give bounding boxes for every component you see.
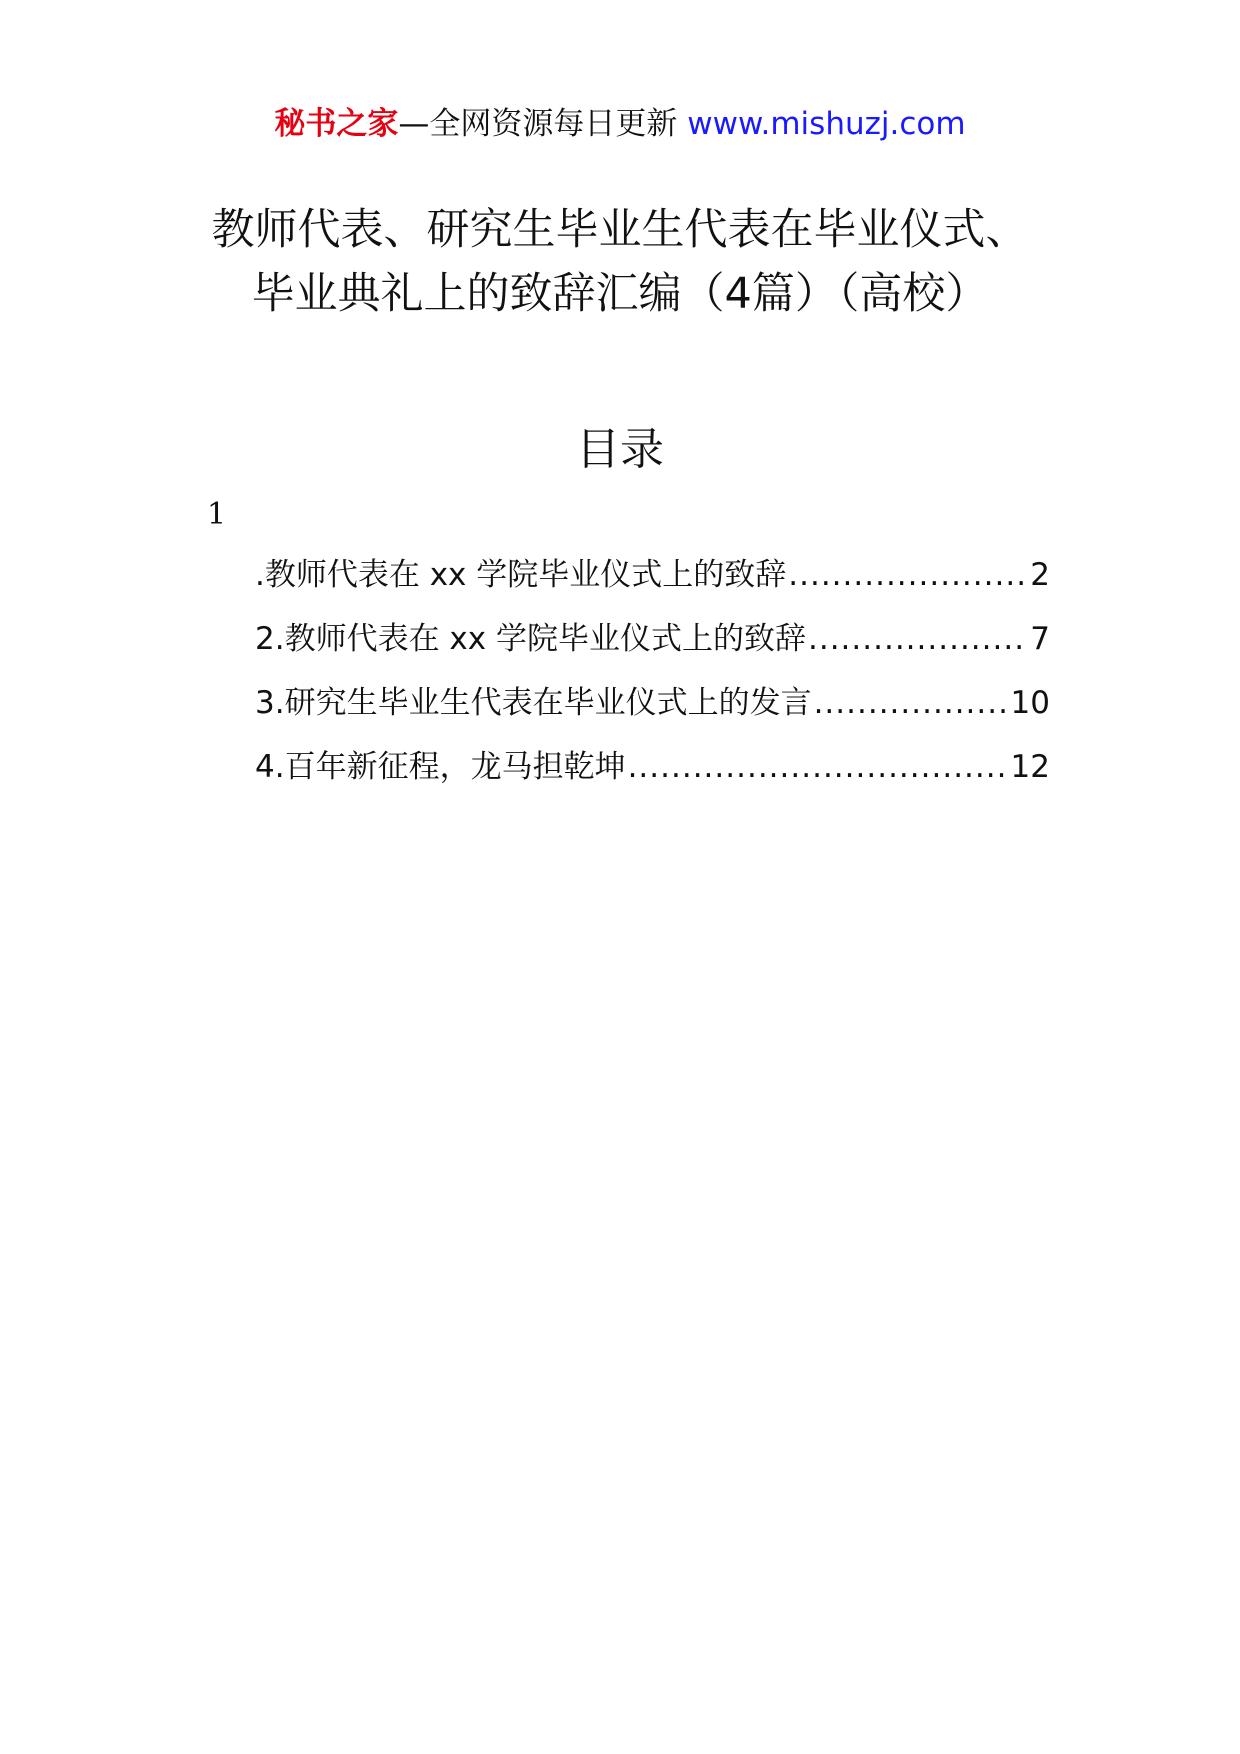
toc-entry[interactable] [255, 745, 1050, 809]
site-url-link[interactable]: www.mishuzj.com [687, 106, 966, 142]
document-title [150, 198, 1090, 326]
header-tagline: —全网资源每日更新 [398, 106, 688, 142]
toc-dot-leader [628, 745, 1009, 789]
toc-entry[interactable] [255, 553, 1050, 617]
toc-entry-title: 4.百年新征程，龙马担乾坤 [255, 749, 626, 785]
toc-dot-leader [788, 553, 1028, 597]
toc-page-number: 2 [1030, 557, 1050, 593]
toc-stray-number: 1 [207, 497, 227, 532]
toc-heading: 目录 [576, 424, 664, 475]
table-of-contents [255, 553, 1050, 809]
toc-entry[interactable] [255, 681, 1050, 745]
title-line-2: 毕业典礼上的致辞汇编（4篇）（高校） [251, 269, 989, 319]
toc-dot-leader [808, 617, 1028, 661]
toc-page-number: 12 [1010, 749, 1050, 785]
toc-entry[interactable] [255, 617, 1050, 681]
site-header [0, 102, 1240, 146]
toc-entry-title: 2.教师代表在 xx 学院毕业仪式上的致辞 [255, 621, 806, 657]
toc-page-number: 10 [1010, 685, 1050, 721]
title-line-1: 教师代表、研究生毕业生代表在毕业仪式、 [211, 205, 1029, 255]
toc-entry-title: 3.研究生毕业生代表在毕业仪式上的发言 [255, 685, 812, 721]
brand-name: 秘书之家 [274, 106, 399, 142]
toc-page-number: 7 [1030, 621, 1050, 657]
toc-entry-title: .教师代表在 xx 学院毕业仪式上的致辞 [255, 557, 787, 593]
toc-dot-leader [814, 681, 1009, 725]
